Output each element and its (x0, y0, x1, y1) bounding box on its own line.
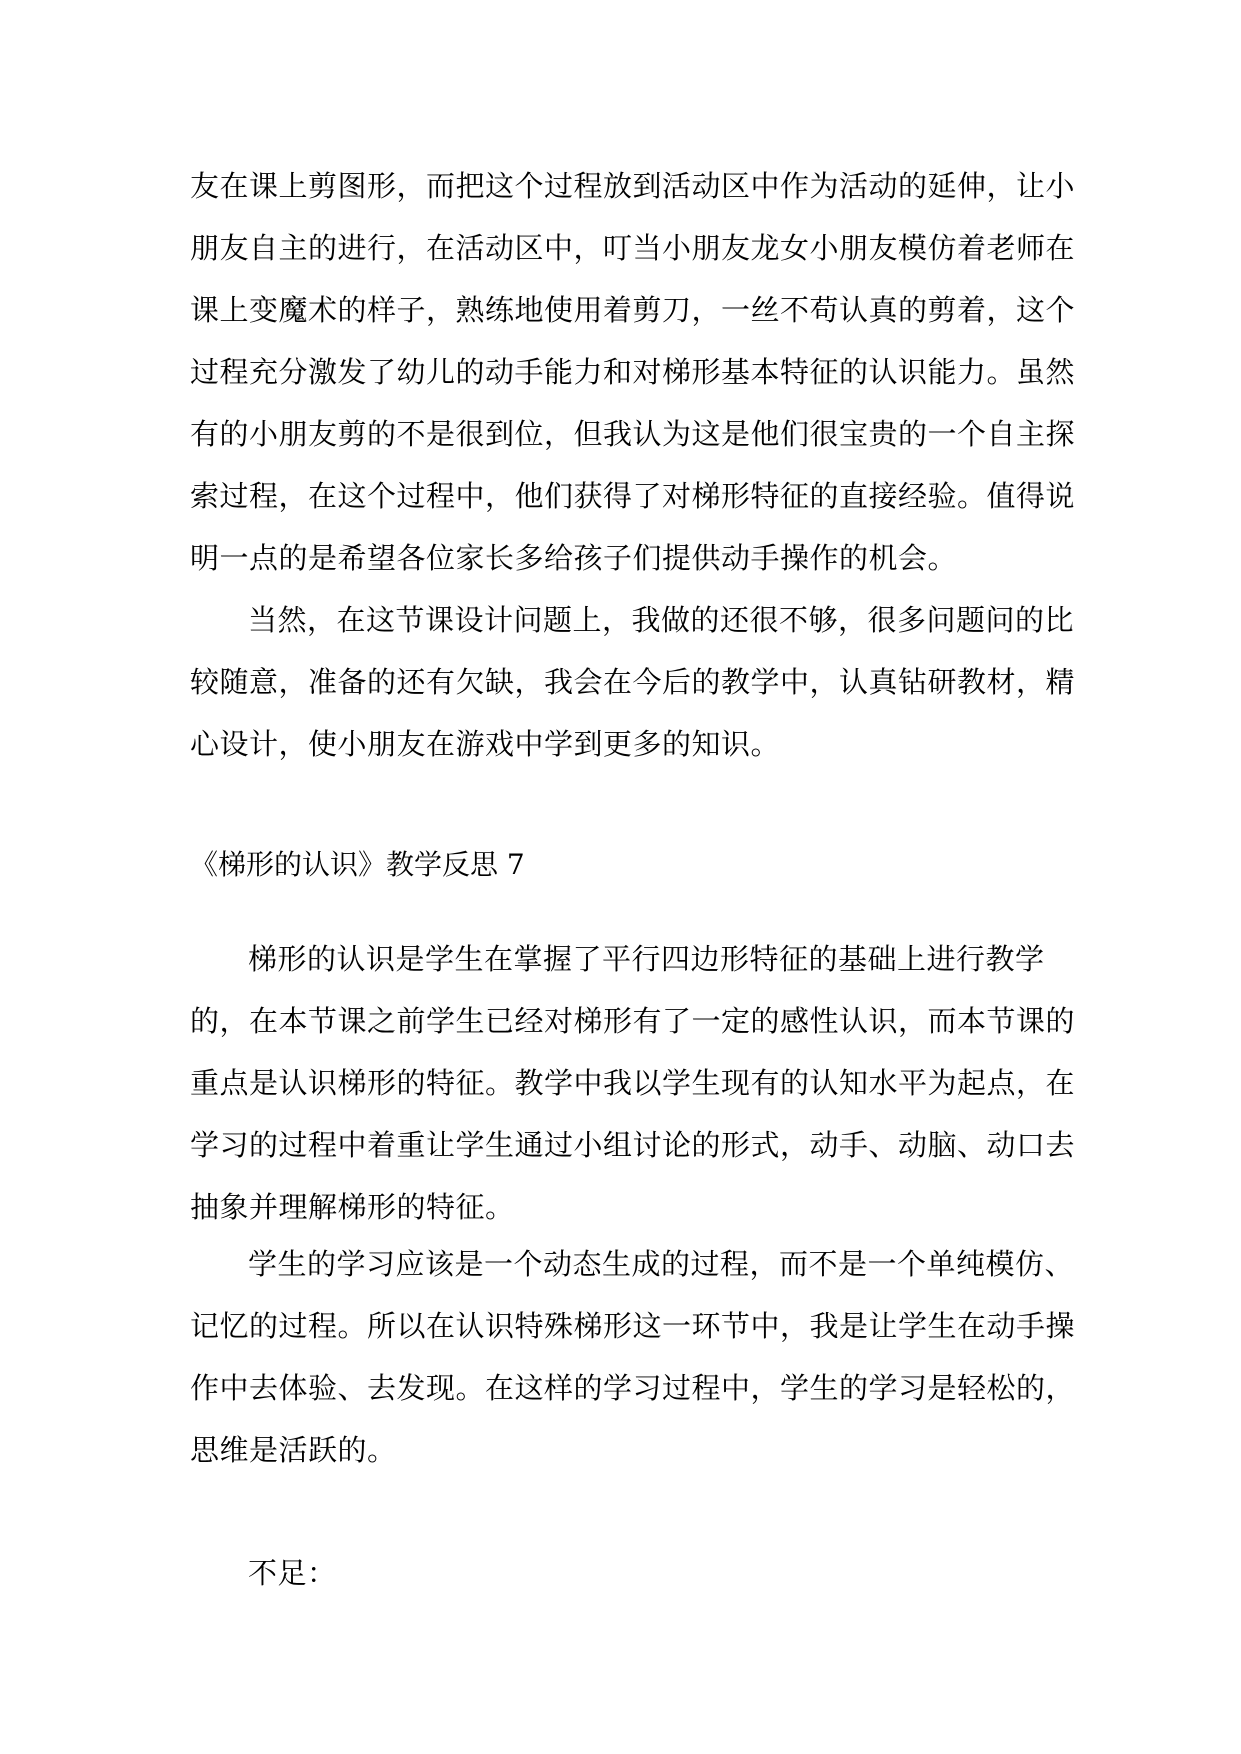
section-paragraph-3 (190, 1542, 1050, 1604)
text-line: 学习的过程中着重让学生通过小组讨论的形式，动手、动脑、动口去 (190, 1128, 1076, 1162)
text-line: 朋友自主的进行，在活动区中，叮当小朋友龙女小朋友模仿着老师在 (190, 231, 1076, 265)
text-line: 过程充分激发了幼儿的动手能力和对梯形基本特征的认识能力。虽然 (190, 355, 1076, 389)
text-line: 梯形的认识是学生在掌握了平行四边形特征的基础上进行教学 (248, 942, 1045, 976)
text-line: 重点是认识梯形的特征。教学中我以学生现有的认知水平为起点，在 (190, 1066, 1076, 1100)
closing-paragraph (190, 589, 1076, 775)
section-paragraph-2 (190, 1233, 1076, 1481)
text-line: 当然，在这节课设计问题上，我做的还很不够，很多问题问的比 (248, 603, 1075, 637)
continuation-paragraph (190, 155, 1076, 589)
text-line: 不足： (248, 1556, 337, 1590)
text-line: 抽象并理解梯形的特征。 (190, 1190, 515, 1224)
text-line: 的，在本节课之前学生已经对梯形有了一定的感性认识，而本节课的 (190, 1004, 1076, 1038)
text-line: 有的小朋友剪的不是很到位，但我认为这是他们很宝贵的一个自主探 (190, 417, 1076, 451)
text-line: 思维是活跃的。 (190, 1433, 397, 1467)
text-line: 友在课上剪图形，而把这个过程放到活动区中作为活动的延伸，让小 (190, 169, 1076, 203)
text-line: 课上变魔术的样子，熟练地使用着剪刀，一丝不苟认真的剪着，这个 (190, 293, 1076, 327)
text-line: 学生的学习应该是一个动态生成的过程，而不是一个单纯模仿、 (248, 1247, 1075, 1281)
text-line: 心设计，使小朋友在游戏中学到更多的知识。 (190, 727, 781, 761)
text-line: 较随意，准备的还有欠缺，我会在今后的教学中，认真钻研教材，精 (190, 665, 1076, 699)
section-heading: 《梯形的认识》教学反思 7 (190, 848, 525, 881)
section-paragraph-1 (190, 928, 1076, 1238)
text-line: 明一点的是希望各位家长多给孩子们提供动手操作的机会。 (190, 541, 958, 575)
text-line: 索过程，在这个过程中，他们获得了对梯形特征的直接经验。值得说 (190, 479, 1076, 513)
text-line: 作中去体验、去发现。在这样的学习过程中，学生的学习是轻松的， (190, 1371, 1076, 1405)
text-line: 记忆的过程。所以在认识特殊梯形这一环节中，我是让学生在动手操 (190, 1309, 1076, 1343)
